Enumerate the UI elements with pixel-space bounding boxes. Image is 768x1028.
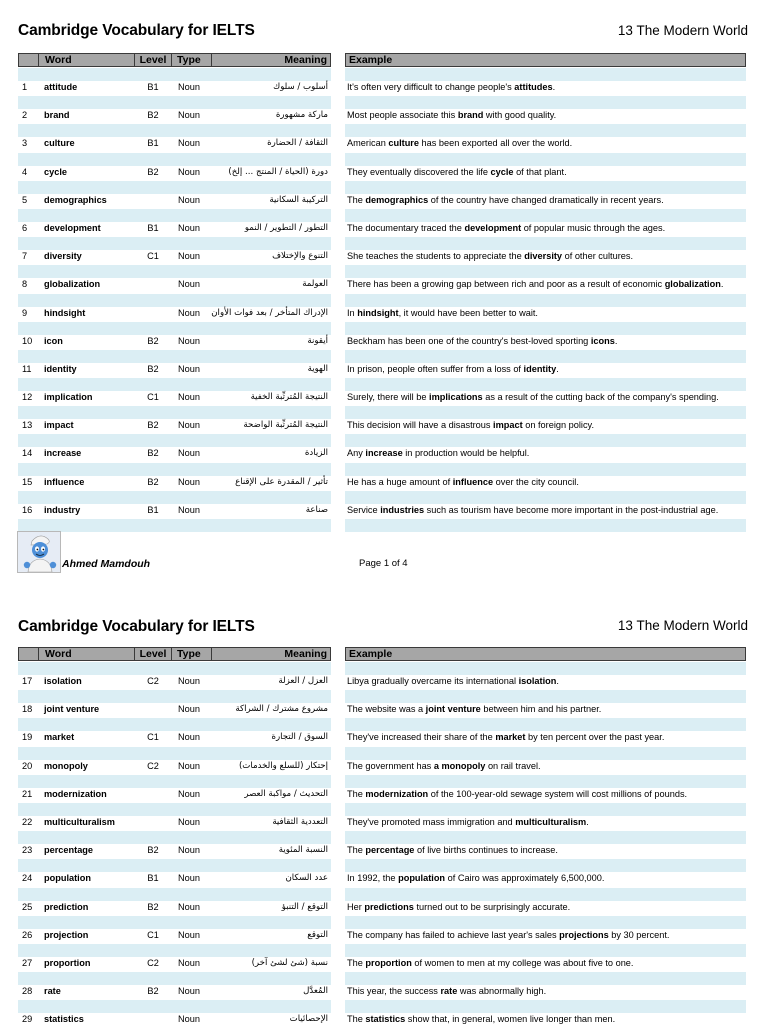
row-meaning: التركيبة السكانية (269, 194, 328, 205)
row-example: The percentage of live births continues to increase. (347, 845, 558, 856)
row-number: 26 (22, 929, 33, 940)
author-name: Ahmed Mamdouh (62, 558, 151, 570)
row-band (345, 378, 746, 391)
row-example: He has a huge amount of influence over the city council. (347, 476, 579, 487)
row-band (345, 859, 746, 872)
row-level: B2 (147, 845, 159, 856)
row-number: 18 (22, 704, 33, 715)
row-level: C1 (147, 929, 159, 940)
row-example: In 1992, the population of Cairo was approximately 6,500,000. (347, 873, 605, 884)
row-band (345, 237, 746, 250)
table-trailing-band (18, 519, 331, 532)
row-number: 6 (22, 222, 28, 233)
row-band (18, 434, 331, 447)
row-number: 10 (22, 335, 33, 346)
row-number: 13 (22, 420, 33, 431)
row-meaning: النتيجة المُترتِّبة الخفية (250, 392, 328, 403)
row-type: Noun (178, 845, 200, 856)
row-word: increase (44, 448, 82, 459)
row-word: icon (44, 335, 63, 346)
row-band (18, 775, 331, 788)
row-example: There has been a growing gap between rich and poor as a result of economic globalization. (347, 279, 724, 290)
table-row (0, 124, 768, 152)
row-band (18, 803, 331, 816)
row-band (18, 181, 331, 194)
row-number: 21 (22, 788, 33, 799)
row-band (345, 96, 746, 109)
row-band (18, 690, 331, 703)
row-word: attitude (44, 82, 78, 92)
row-type: Noun (178, 194, 200, 205)
table-row (0, 944, 768, 972)
row-word: diversity (44, 251, 82, 262)
row-meaning: الهوية (307, 363, 328, 374)
table-row (0, 463, 768, 491)
row-level: B1 (147, 82, 159, 92)
header-type: Type (171, 53, 212, 67)
row-level: B2 (147, 335, 159, 346)
chapter-title: 13 The Modern World (617, 618, 748, 633)
row-word: hindsight (44, 307, 86, 318)
row-band (345, 662, 746, 675)
row-example: This year, the success rate was abnormally high. (347, 986, 547, 997)
row-meaning: أسلوب / سلوك (273, 82, 328, 92)
row-number: 9 (22, 307, 28, 318)
row-type: Noun (178, 732, 200, 743)
row-level: B2 (147, 420, 159, 431)
table-row (0, 322, 768, 350)
row-band (345, 491, 746, 504)
row-number: 25 (22, 901, 33, 912)
row-meaning: العولمة (302, 279, 328, 290)
header-example: Example (345, 647, 746, 661)
row-example: Surely, there will be implications as a result of the cutting back of the company's spending. (347, 392, 719, 403)
table-row (0, 209, 768, 237)
row-type: Noun (178, 816, 200, 827)
vocabulary-table-page-2 (0, 662, 768, 1028)
table-row (0, 972, 768, 1000)
row-word: implication (44, 392, 93, 403)
row-type: Noun (178, 504, 200, 515)
row-number: 16 (22, 504, 33, 515)
table-row (0, 888, 768, 916)
row-band (345, 322, 746, 335)
row-level: B2 (147, 476, 159, 487)
table-row (0, 434, 768, 462)
row-example: They've increased their share of the market by ten percent over the past year. (347, 732, 665, 743)
row-word: prediction (44, 901, 89, 912)
row-number: 19 (22, 732, 33, 743)
row-band (345, 775, 746, 788)
row-band (345, 68, 746, 81)
row-band (345, 916, 746, 929)
row-type: Noun (178, 335, 200, 346)
row-type: Noun (178, 760, 200, 771)
row-meaning: تأثير / المقدرة على الإقناع (235, 476, 328, 487)
row-meaning: الثقافة / الحضارة (267, 138, 328, 149)
row-number: 12 (22, 392, 33, 403)
table-row (0, 96, 768, 124)
header-meaning: Meaning (211, 647, 331, 661)
row-meaning: النتيجة المُترتِّبة الواضحة (243, 420, 328, 431)
table-row (0, 747, 768, 775)
row-band (18, 463, 331, 476)
row-band (18, 322, 331, 335)
row-meaning: التعددية الثقافية (272, 816, 328, 827)
row-type: Noun (178, 901, 200, 912)
table-row (0, 406, 768, 434)
row-band (345, 434, 746, 447)
row-band (18, 237, 331, 250)
row-type: Noun (178, 704, 200, 715)
row-type: Noun (178, 251, 200, 262)
row-band (345, 888, 746, 901)
table-row (0, 859, 768, 887)
row-level: C2 (147, 760, 159, 771)
row-number: 2 (22, 110, 28, 121)
document-title: Cambridge Vocabulary for IELTS (18, 22, 255, 39)
table-row (0, 265, 768, 293)
row-meaning: دورة (الحياة / المنتج ... إلخ) (228, 166, 328, 177)
row-band (18, 378, 331, 391)
row-type: Noun (178, 986, 200, 997)
row-meaning: مشروع مشترك / الشراكة (235, 704, 328, 715)
row-level: B2 (147, 448, 159, 459)
row-band (345, 294, 746, 307)
row-meaning: العزل / العزلة (278, 676, 328, 686)
row-band (345, 406, 746, 419)
row-level: B2 (147, 901, 159, 912)
table-row (0, 68, 768, 96)
row-word: culture (44, 138, 75, 149)
table-row (0, 690, 768, 718)
table-row (0, 237, 768, 265)
header-word: Word (38, 53, 135, 67)
row-meaning: عدد السكان (285, 873, 328, 884)
row-band (18, 350, 331, 363)
row-band (345, 181, 746, 194)
row-example: The proportion of women to men at my college was about five to one. (347, 957, 634, 968)
row-band (18, 406, 331, 419)
row-type: Noun (178, 476, 200, 487)
row-word: demographics (44, 194, 107, 205)
row-type: Noun (178, 873, 200, 884)
row-band (345, 350, 746, 363)
row-band (18, 916, 331, 929)
row-band (345, 690, 746, 703)
vocabulary-table-page-1 (0, 68, 768, 519)
row-number: 17 (22, 676, 33, 686)
row-band (18, 944, 331, 957)
document-page-2 (0, 594, 768, 1024)
row-word: market (44, 732, 75, 743)
row-number: 28 (22, 986, 33, 997)
row-band (345, 972, 746, 985)
row-number: 11 (22, 363, 32, 374)
row-example: She teaches the students to appreciate the diversity of other cultures. (347, 251, 634, 262)
document-title: Cambridge Vocabulary for IELTS (18, 618, 255, 635)
row-type: Noun (178, 957, 200, 968)
row-word: percentage (44, 845, 94, 856)
table-row (0, 350, 768, 378)
row-word: brand (44, 110, 70, 121)
row-example: Most people associate this brand with good quality. (347, 110, 557, 121)
row-level: B2 (147, 363, 159, 374)
row-meaning: التنوع والإختلاف (272, 251, 328, 262)
author-avatar (17, 531, 61, 573)
row-example: They eventually discovered the life cycle of that plant. (347, 166, 567, 177)
row-number: 23 (22, 845, 33, 856)
row-example: Beckham has been one of the country's best-loved sporting icons. (347, 335, 618, 346)
row-example: In prison, people often suffer from a loss of identity. (347, 363, 559, 374)
header-meaning: Meaning (211, 53, 331, 67)
row-number: 8 (22, 279, 28, 290)
row-example: It's often very difficult to change people's attitudes. (347, 82, 556, 92)
header-level: Level (134, 647, 172, 661)
table-row (0, 662, 768, 690)
row-meaning: التوقع (307, 929, 328, 940)
row-band (18, 747, 331, 760)
row-band (345, 944, 746, 957)
table-row (0, 803, 768, 831)
row-meaning: المُعدَّل (303, 986, 328, 997)
chapter-title: 13 The Modern World (617, 23, 748, 38)
row-word: population (44, 873, 91, 884)
row-example: The government has a monopoly on rail travel. (347, 760, 541, 771)
page-number: Page 1 of 4 (359, 558, 408, 569)
table-row (0, 916, 768, 944)
row-number: 29 (22, 1014, 33, 1025)
row-level: B1 (147, 504, 159, 515)
row-type: Noun (178, 1014, 200, 1025)
table-row (0, 378, 768, 406)
row-meaning: الإدراك المتأخر / بعد فوات الأوان (211, 307, 328, 318)
row-band (18, 831, 331, 844)
header-number-cell (18, 647, 39, 661)
row-band (345, 209, 746, 222)
row-example: The website was a joint venture between him and his partner. (347, 704, 602, 715)
row-word: industry (44, 504, 81, 515)
row-word: monopoly (44, 760, 88, 771)
row-number: 7 (22, 251, 28, 262)
row-band (345, 463, 746, 476)
row-band (18, 718, 331, 731)
row-word: isolation (44, 676, 82, 686)
table-row (0, 491, 768, 519)
row-meaning: الزيادة (304, 448, 328, 459)
row-type: Noun (178, 279, 200, 290)
row-level: C2 (147, 957, 159, 968)
row-example: This decision will have a disastrous impact on foreign policy. (347, 420, 594, 431)
row-meaning: التحديث / مواكبة العصر (244, 788, 328, 799)
row-word: impact (44, 420, 74, 431)
row-meaning: السوق / التجارة (271, 732, 328, 743)
row-meaning: صناعة (305, 504, 328, 515)
row-type: Noun (178, 929, 200, 940)
row-type: Noun (178, 676, 200, 686)
row-example: Libya gradually overcame its international isolation. (347, 676, 559, 686)
row-number: 5 (22, 194, 28, 205)
row-band (345, 747, 746, 760)
row-band (18, 972, 331, 985)
row-type: Noun (178, 363, 200, 374)
row-band (18, 68, 331, 81)
row-type: Noun (178, 82, 200, 92)
row-type: Noun (178, 788, 200, 799)
row-number: 4 (22, 166, 28, 177)
row-level: B2 (147, 110, 159, 121)
table-trailing-band (345, 519, 746, 532)
table-header (0, 647, 768, 661)
row-level: B2 (147, 986, 159, 997)
smurf-avatar-icon (18, 532, 60, 572)
row-band (345, 1000, 746, 1013)
row-meaning: أيقونة (307, 335, 328, 346)
row-example: The company has failed to achieve last year's sales projections by 30 percent. (347, 929, 670, 940)
row-word: statistics (44, 1014, 84, 1025)
row-example: American culture has been exported all over the world. (347, 138, 573, 149)
row-example: The documentary traced the development of popular music through the ages. (347, 222, 666, 233)
row-type: Noun (178, 307, 200, 318)
row-band (18, 1000, 331, 1013)
row-band (18, 294, 331, 307)
row-level: C1 (147, 732, 159, 743)
row-band (345, 803, 746, 816)
row-word: joint venture (44, 704, 100, 715)
table-row (0, 294, 768, 322)
table-header (0, 53, 768, 67)
header-type: Type (171, 647, 212, 661)
row-level: C1 (147, 251, 159, 262)
row-band (18, 153, 331, 166)
row-word: influence (44, 476, 85, 487)
row-level: B1 (147, 138, 159, 149)
row-number: 15 (22, 476, 33, 487)
row-example: Her predictions turned out to be surprisingly accurate. (347, 901, 571, 912)
row-example: The demographics of the country have changed dramatically in recent years. (347, 194, 664, 205)
row-band (345, 265, 746, 278)
row-word: cycle (44, 166, 67, 177)
header-word: Word (38, 647, 135, 661)
header-number-cell (18, 53, 39, 67)
row-band (18, 96, 331, 109)
table-row (0, 831, 768, 859)
row-example: Any increase in production would be helpful. (347, 448, 530, 459)
row-band (18, 888, 331, 901)
row-band (18, 209, 331, 222)
table-row (0, 181, 768, 209)
row-word: globalization (44, 279, 101, 290)
row-meaning: النسبة المئوية (278, 845, 328, 856)
row-number: 27 (22, 957, 33, 968)
row-word: identity (44, 363, 77, 374)
row-type: Noun (178, 166, 200, 177)
row-type: Noun (178, 138, 200, 149)
row-band (345, 831, 746, 844)
row-meaning: التوقع / التنبؤ (281, 901, 328, 912)
row-number: 1 (22, 82, 28, 92)
row-meaning: نسبة (شئ لشئ آخر) (251, 957, 328, 968)
row-band (18, 859, 331, 872)
row-type: Noun (178, 110, 200, 121)
row-example: Service industries such as tourism have become more important in the post-industrial age. (347, 504, 719, 515)
row-band (345, 124, 746, 137)
row-number: 14 (22, 448, 33, 459)
row-level: C2 (147, 676, 159, 686)
row-number: 3 (22, 138, 28, 149)
row-type: Noun (178, 392, 200, 403)
row-band (18, 124, 331, 137)
header-example: Example (345, 53, 746, 67)
row-meaning: إحتكار (للسلع والخدمات) (238, 760, 328, 771)
row-number: 20 (22, 760, 33, 771)
table-row (0, 775, 768, 803)
row-band (18, 265, 331, 278)
row-word: development (44, 222, 101, 233)
table-row (0, 718, 768, 746)
table-row (0, 153, 768, 181)
row-example: The statistics show that, in general, women live longer than men. (347, 1014, 616, 1025)
row-number: 22 (22, 816, 33, 827)
row-word: proportion (44, 957, 91, 968)
row-band (345, 153, 746, 166)
row-type: Noun (178, 448, 200, 459)
row-example: They've promoted mass immigration and multiculturalism. (347, 816, 589, 827)
row-type: Noun (178, 222, 200, 233)
row-level: C1 (147, 392, 159, 403)
row-meaning: التطور / التطوير / النمو (244, 222, 328, 233)
row-meaning: الإحصائيات (289, 1014, 328, 1025)
row-word: rate (44, 986, 61, 997)
row-number: 24 (22, 873, 33, 884)
row-word: projection (44, 929, 89, 940)
row-word: multiculturalism (44, 816, 115, 827)
header-level: Level (134, 53, 172, 67)
row-meaning: ماركة مشهورة (275, 110, 328, 121)
row-word: modernization (44, 788, 107, 799)
row-level: B1 (147, 873, 159, 884)
row-band (18, 662, 331, 675)
row-type: Noun (178, 420, 200, 431)
row-level: B1 (147, 222, 159, 233)
row-band (345, 718, 746, 731)
row-band (18, 491, 331, 504)
row-example: The modernization of the 100-year-old sewage system will cost millions of pounds. (347, 788, 688, 799)
row-example: In hindsight, it would have been better to wait. (347, 307, 538, 318)
row-level: B2 (147, 166, 159, 177)
